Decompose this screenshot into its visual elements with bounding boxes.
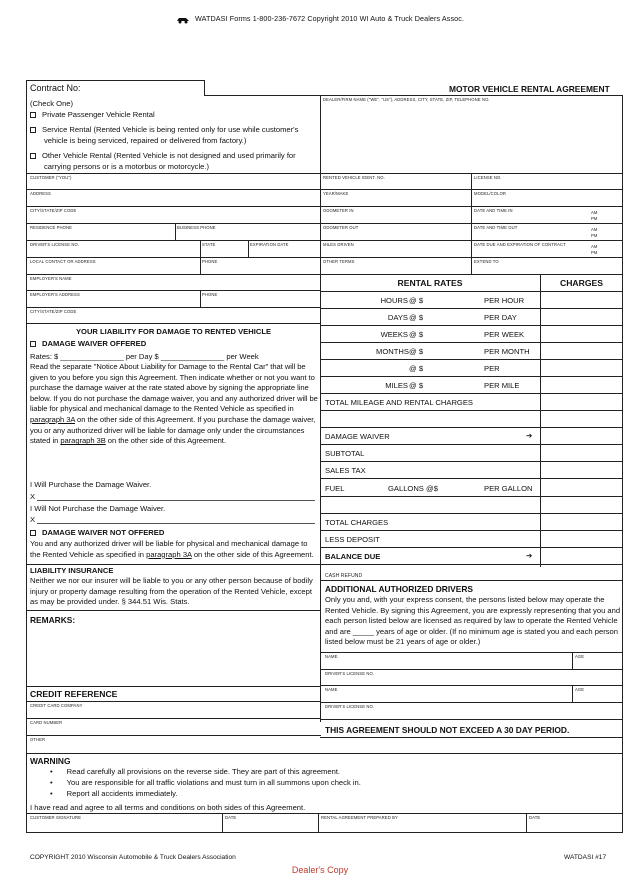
warning-item: • You are responsible for all traffic violations and must turn in all summons upon check in. xyxy=(50,778,361,787)
checkbox-waiver-offered[interactable] xyxy=(30,341,36,347)
checkbox-private[interactable] xyxy=(30,112,36,118)
customer-date-label: DATE xyxy=(225,815,237,820)
header-line: WATDASI Forms 1-800-236-7672 Copyright 2010 WI Auto & Truck Dealers Assoc. xyxy=(195,14,465,23)
extend-to-label: EXTEND TO xyxy=(474,259,499,264)
rate-unit-label: HOURS xyxy=(380,296,408,305)
sales-tax-label: SALES TAX xyxy=(325,466,366,475)
subtotal-label: SUBTOTAL xyxy=(325,449,365,458)
liability-insurance-title: LIABILITY INSURANCE xyxy=(30,566,114,575)
local-contact-label: LOCAL CONTACT OR ADDRESS xyxy=(30,259,96,264)
am-label-2: AM xyxy=(591,227,598,232)
customer-signature-label: CUSTOMER SIGNATURE xyxy=(30,815,81,820)
rate-at-dollar: @ $ xyxy=(409,347,424,356)
date-in-label: DATE AND TIME IN xyxy=(474,208,513,213)
driver1-name-label: NAME xyxy=(325,654,338,659)
odometer-out-label: ODOMETER OUT xyxy=(323,225,359,230)
warning-item: • Read carefully all provisions on the reverse side. They are part of this agreement. xyxy=(50,767,341,776)
employer-city-label: CITY/STATE/ZIP CODE xyxy=(30,309,77,314)
damage-waiver-charge-label: DAMAGE WAIVER xyxy=(325,432,390,441)
warning-title: WARNING xyxy=(30,756,71,766)
remarks-label: REMARKS: xyxy=(30,615,76,625)
bullet-icon: • xyxy=(50,789,53,798)
driver2-age-label: AGE xyxy=(575,687,585,692)
rate-at-dollar: @ $ xyxy=(409,313,424,322)
drivers-license-label: DRIVER'S LICENSE NO. xyxy=(30,242,80,247)
phone-label: PHONE xyxy=(202,259,218,264)
rate-per-label: PER xyxy=(484,364,500,373)
expiration-label: EXPIRATION DATE xyxy=(250,242,289,247)
pm-label-1: PM xyxy=(591,216,598,221)
waiver-paragraph: Read the separate "Notice About Liability for Damage to the Rental Car" that will be given to you before you sign this Agreement. Then indicate whether or not you want to purchase the damage waiver at the rate stated above by signing the appropriate line below. If you do not purchase the damage waiver, you and any authorized driver will be liable for physical and mechanical damage to the Rented Vehicle as specified in paragraph 3A on the other side of this Agreement. If you purchase the damage waiver, you or any authorized driver will be liable for damage only under the circumstances stated in paragraph 3B on the other side of this Agreement. xyxy=(30,362,318,446)
employer-phone-label: PHONE xyxy=(202,292,218,297)
prepared-by-label: RENTAL AGREEMENT PREPARED BY xyxy=(321,815,398,820)
business-phone-label: BUSINESS PHONE xyxy=(177,225,216,230)
dealers-copy-label: Dealer's Copy xyxy=(291,865,349,875)
car-icon xyxy=(176,15,190,24)
option-private[interactable]: Private Passenger Vehicle Rental xyxy=(30,110,315,121)
pm-label-2: PM xyxy=(591,233,598,238)
rate-unit-label: WEEKS xyxy=(380,330,408,339)
rate-row-divider xyxy=(320,325,623,326)
will-not-purchase-label: I Will Not Purchase the Damage Waiver. xyxy=(30,504,166,513)
miles-driven-label: MILES DRIVEN xyxy=(323,242,354,247)
rate-row-divider xyxy=(320,342,623,343)
rate-at-dollar: @ $ xyxy=(409,381,424,390)
cash-refund-label: CASH REFUND xyxy=(325,573,363,579)
rate-per-label: PER MILE xyxy=(484,381,520,390)
contract-no-label: Contract No: xyxy=(30,83,81,93)
am-label-3: AM xyxy=(591,244,598,249)
will-purchase-x: X xyxy=(30,492,36,501)
rate-at-dollar: @ $ xyxy=(409,364,424,373)
arrow-icon: ➔ xyxy=(526,551,533,560)
driver1-license-label: DRIVER'S LICENSE NO. xyxy=(325,671,375,676)
liability-title: YOUR LIABILITY FOR DAMAGE TO RENTED VEHICLE xyxy=(75,327,272,336)
rate-per-label: PER DAY xyxy=(484,313,517,322)
total-charges-label: TOTAL CHARGES xyxy=(325,518,389,527)
dealer-name-label: DEALER/FIRM NAME ("WE", "US"), ADDRESS, CITY, STATE, ZIP, TELEPHONE NO. xyxy=(323,97,490,102)
driver1-age-label: AGE xyxy=(575,654,585,659)
bullet-icon: • xyxy=(50,767,53,776)
will-not-purchase-signature-line[interactable] xyxy=(37,523,315,524)
rate-unit-label: MILES xyxy=(385,381,408,390)
rate-row-divider xyxy=(320,376,623,377)
rate-at-dollar: @ $ xyxy=(409,330,424,339)
additional-drivers-text: Only you and, with your express consent, the persons listed below may operate the Rented Vehicle. By signing this Agreement, you are expressly representing that you and each person listed below are licensed as required by law to operate the Rented Vehicle and are _____ years of age or older. (If no minimum age is stated you and each person listed below must be 21 years of age or older.) xyxy=(325,595,621,647)
will-purchase-signature-line[interactable] xyxy=(37,500,315,501)
employer-label: EMPLOYER'S NAME xyxy=(30,276,72,281)
charges-title: CHARGES xyxy=(560,278,603,288)
fuel-label: FUEL xyxy=(325,484,345,493)
city-label: CITY/STATE/ZIP CODE xyxy=(30,208,77,213)
check-one-label: (Check One) xyxy=(30,99,74,108)
year-make-label: YEAR/MAKE xyxy=(323,191,349,196)
per-gallon-label: PER GALLON xyxy=(484,484,533,493)
prepared-date-label: DATE xyxy=(529,815,541,820)
other-label: OTHER xyxy=(30,737,46,742)
model-color-label: MODEL/COLOR xyxy=(474,191,507,196)
rate-at-dollar: @ $ xyxy=(409,296,424,305)
damage-waiver-not-offered-title: DAMAGE WAIVER NOT OFFERED xyxy=(30,528,164,537)
date-due-label: DATE DUE AND EXPIRATION OF CONTRACT xyxy=(474,242,566,247)
customer-label: CUSTOMER ("YOU") xyxy=(30,175,72,180)
vin-label: RENTED VEHICLE IDENT. NO. xyxy=(323,175,385,180)
rate-unit-label: DAYS xyxy=(387,313,408,322)
pm-label-3: PM xyxy=(591,250,598,255)
date-out-label: DATE AND TIME OUT xyxy=(474,225,518,230)
option-service[interactable]: Service Rental (Rented Vehicle is being rented only for use while customer's vehicle is being serviced, repaired or delivered from factory.) xyxy=(30,125,318,146)
footer-copyright: COPYRIGHT 2010 Wisconsin Automobile & Truck Dealers Association xyxy=(30,854,236,861)
warning-item: • Report all accidents immediately. xyxy=(50,789,178,798)
am-label-1: AM xyxy=(591,210,598,215)
rate-per-label: PER HOUR xyxy=(484,296,525,305)
thirty-day-notice: THIS AGREEMENT SHOULD NOT EXCEED A 30 DAY PERIOD. xyxy=(325,725,570,735)
credit-card-company-label: CREDIT CARD COMPANY xyxy=(30,703,83,708)
additional-drivers-title: ADDITIONAL AUTHORIZED DRIVERS xyxy=(325,584,473,594)
driver2-name-label: NAME xyxy=(325,687,338,692)
less-deposit-label: LESS DEPOSIT xyxy=(325,535,380,544)
total-mileage-label: TOTAL MILEAGE AND RENTAL CHARGES xyxy=(325,398,473,407)
rate-per-label: PER WEEK xyxy=(484,330,525,339)
arrow-icon: ➔ xyxy=(526,431,533,440)
state-label: STATE xyxy=(202,242,216,247)
balance-due-label: BALANCE DUE xyxy=(325,552,381,561)
will-purchase-label: I Will Purchase the Damage Waiver. xyxy=(30,480,152,489)
employer-address-label: EMPLOYER'S ADDRESS xyxy=(30,292,80,297)
rate-unit-label: MONTHS xyxy=(376,347,409,356)
other-terms-label: OTHER TERMS xyxy=(323,259,355,264)
rate-row-divider xyxy=(320,308,623,309)
rental-rates-title: RENTAL RATES xyxy=(397,278,463,288)
not-offered-paragraph: You and any authorized driver will be liable for physical and mechanical damage to the Rented Vehicle as specified in paragraph 3A on the other side of this Agreement. xyxy=(30,539,314,559)
checkbox-waiver-not-offered[interactable] xyxy=(30,530,36,536)
address-label: ADDRESS xyxy=(30,191,51,196)
option-other[interactable]: Other Vehicle Rental (Rented Vehicle is not designed and used primarily for carrying persons or is a motorbus or motorcycle.) xyxy=(30,151,318,172)
rate-row-divider xyxy=(320,359,623,360)
page-header xyxy=(0,14,640,24)
bullet-icon: • xyxy=(50,778,53,787)
credit-reference-title: CREDIT REFERENCE xyxy=(30,689,118,699)
agreement-statement: I have read and agree to all terms and conditions on both sides of this Agreement. xyxy=(30,803,306,812)
rate-per-label: PER MONTH xyxy=(484,347,530,356)
checkbox-other[interactable] xyxy=(30,153,36,159)
form-title: MOTOR VEHICLE RENTAL AGREEMENT xyxy=(449,84,610,94)
card-number-label: CARD NUMBER xyxy=(30,720,63,725)
damage-waiver-offered-title: DAMAGE WAIVER OFFERED xyxy=(30,339,146,348)
gallons-label: GALLONS @$ xyxy=(388,484,438,493)
license-no-label: LICENSE NO. xyxy=(474,175,502,180)
footer-form-number: WATDASI #17 xyxy=(564,854,607,861)
liability-insurance-text: Neither we nor our insurer will be liable to you or any other person because of bodily injury or property damage resulting from the operation of the Rented Vehicle, except as may be provided under. § 344.51 Wis. Stats. xyxy=(30,576,313,607)
checkbox-service[interactable] xyxy=(30,127,36,133)
driver2-license-label: DRIVER'S LICENSE NO. xyxy=(325,704,375,709)
will-not-purchase-x: X xyxy=(30,515,36,524)
odometer-in-label: ODOMETER IN xyxy=(323,208,354,213)
residence-phone-label: RESIDENCE PHONE xyxy=(30,225,72,230)
rates-line: Rates: $ _______________ per Day $ _______________ per Week xyxy=(30,352,259,361)
